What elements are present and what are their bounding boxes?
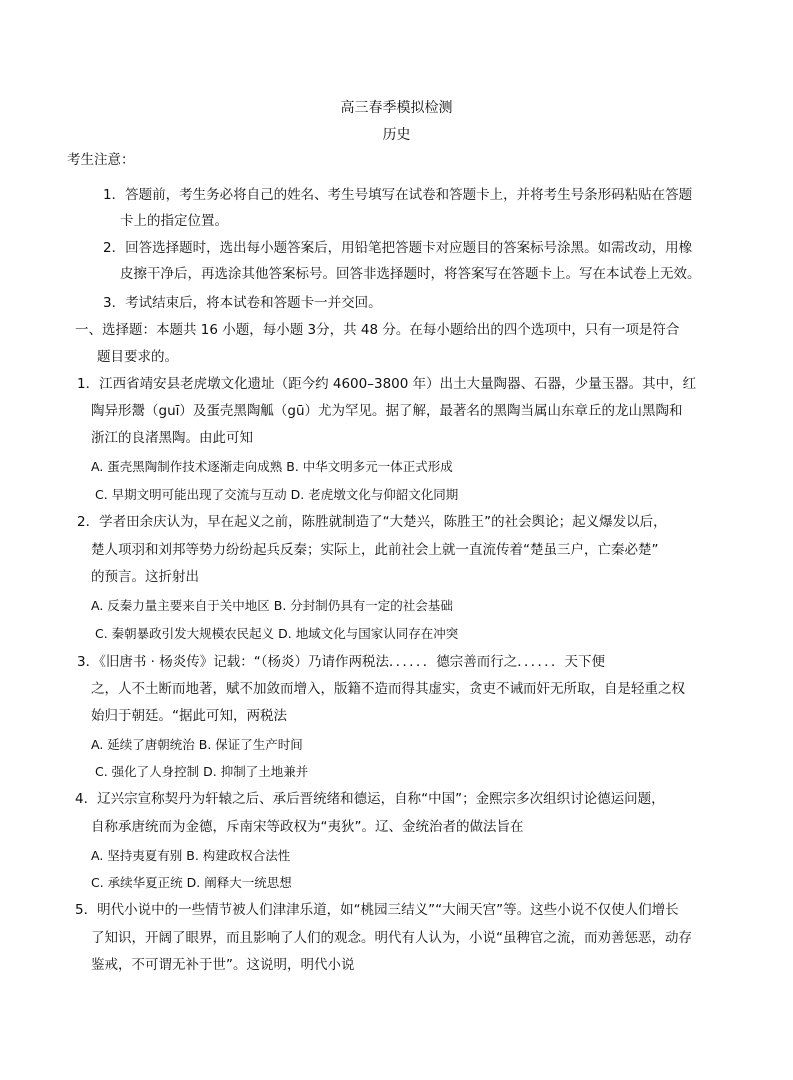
q3-options-ab: A. 延续了唐朝统治 B. 保证了生产时间: [91, 737, 303, 752]
q3-stem-line-1: 3．《旧唐书 · 杨炎传》记载：“（杨炎）乃请作两税法．．．．．．德宗善而行之．．．．．．天下便: [77, 654, 605, 670]
q4-options-ab: A. 坚持夷夏有别 B. 构建政权合法性: [91, 848, 291, 863]
q5-stem-line-3: 鉴戒，不可谓无补于世”。这说明，明代小说: [91, 957, 355, 973]
q4-stem-line-2: 自称承唐统而为金德，斥南宋等政权为“夷狄”。辽、金统治者的做法旨在: [91, 819, 524, 835]
q2-stem-line-3: 的预言。这折射出: [91, 569, 199, 585]
q1-options-ab: A. 蛋壳黑陶制作技术逐渐走向成熟 B. 中华文明多元一体正式形成: [91, 459, 453, 474]
q1-stem-line-1: 1．江西省靖安县老虎墩文化遗址（距今约 4600–3800 年）出土大量陶器、石器，少量玉器。其中，红: [77, 376, 697, 392]
notice-item-1-cont: 卡上的指定位置。: [120, 213, 228, 229]
q1-stem-line-3: 浙江的良渚黑陶。由此可知: [91, 430, 253, 446]
notice-item-3: 3．考试结束后，将本试卷和答题卡一并交回。: [103, 295, 382, 311]
q4-stem-line-1: 4．辽兴宗宣称契丹为轩辕之后、承后晋统绪和德运，自称“中国”；金熙宗多次组织讨论德运问题，: [75, 791, 665, 807]
q3-stem-line-3: 始归于朝廷。“据此可知，两税法: [91, 708, 287, 724]
section-heading: 一、选择题：本题共 16 小题，每小题 3分，共 48 分。在每小题给出的四个选项中，只有一项是符合: [75, 322, 680, 338]
exam-title: 高三春季模拟检测: [340, 100, 453, 116]
q2-stem-line-2: 楚人项羽和刘邦等势力纷纷起兵反秦；实际上，此前社会上就一直流传着“楚虽三户，亡秦必楚”: [91, 542, 659, 558]
notice-item-2: 2．回答选择题时，选出每小题答案后，用铅笔把答题卡对应题目的答案标号涂黑。如需改动，用橡: [103, 240, 693, 256]
q2-options-cd: C. 秦朝暴政引发大规模农民起义 D. 地域文化与国家认同存在冲突: [95, 626, 459, 641]
q2-stem-line-1: 2．学者田余庆认为，早在起义之前，陈胜就制造了“大楚兴，陈胜王”的社会舆论；起义爆发以后，: [77, 514, 667, 530]
section-heading-cont: 题目要求的。: [97, 349, 178, 365]
notice-label: 考生注意：: [67, 152, 135, 168]
q4-options-cd: C. 承续华夏正统 D. 阐释大一统思想: [91, 875, 292, 890]
q5-stem-line-2: 了知识，开阔了眼界，而且影响了人们的观念。明代有人认为，小说“虽稗官之流，而劝善惩恶，动存: [91, 930, 692, 946]
q5-stem-line-1: 5．明代小说中的一些情节被人们津津乐道，如“桃园三结义”“大闹天宫”等。这些小说不仅使人们增长: [75, 902, 679, 918]
exam-subject: 历史: [382, 127, 411, 143]
q2-options-ab: A. 反秦力量主要来自于关中地区 B. 分封制仍具有一定的社会基础: [91, 598, 453, 613]
notice-item-2-cont: 皮擦干净后，再选涂其他答案标号。回答非选择题时，将答案写在答题卡上。写在本试卷上无效。: [120, 266, 701, 282]
q1-stem-line-2: 陶异形鬶（guī）及蛋壳黑陶觚（gū）尤为罕见。据了解，最著名的黑陶当属山东章丘的龙山黑陶和: [91, 403, 683, 419]
q3-options-cd: C. 强化了人身控制 D. 抑制了土地兼并: [95, 764, 309, 779]
q1-options-cd: C. 早期文明可能出现了交流与互动 D. 老虎墩文化与仰韶文化同期: [95, 487, 459, 502]
q3-stem-line-2: 之，人不土断而地著，赋不加敛而增入，版籍不造而得其虚实，贪吏不诫而奸无所取，自是轻重之权: [91, 681, 685, 697]
notice-item-1: 1．答题前，考生务必将自己的姓名、考生号填写在试卷和答题卡上，并将考生号条形码粘贴在答题: [103, 187, 693, 203]
